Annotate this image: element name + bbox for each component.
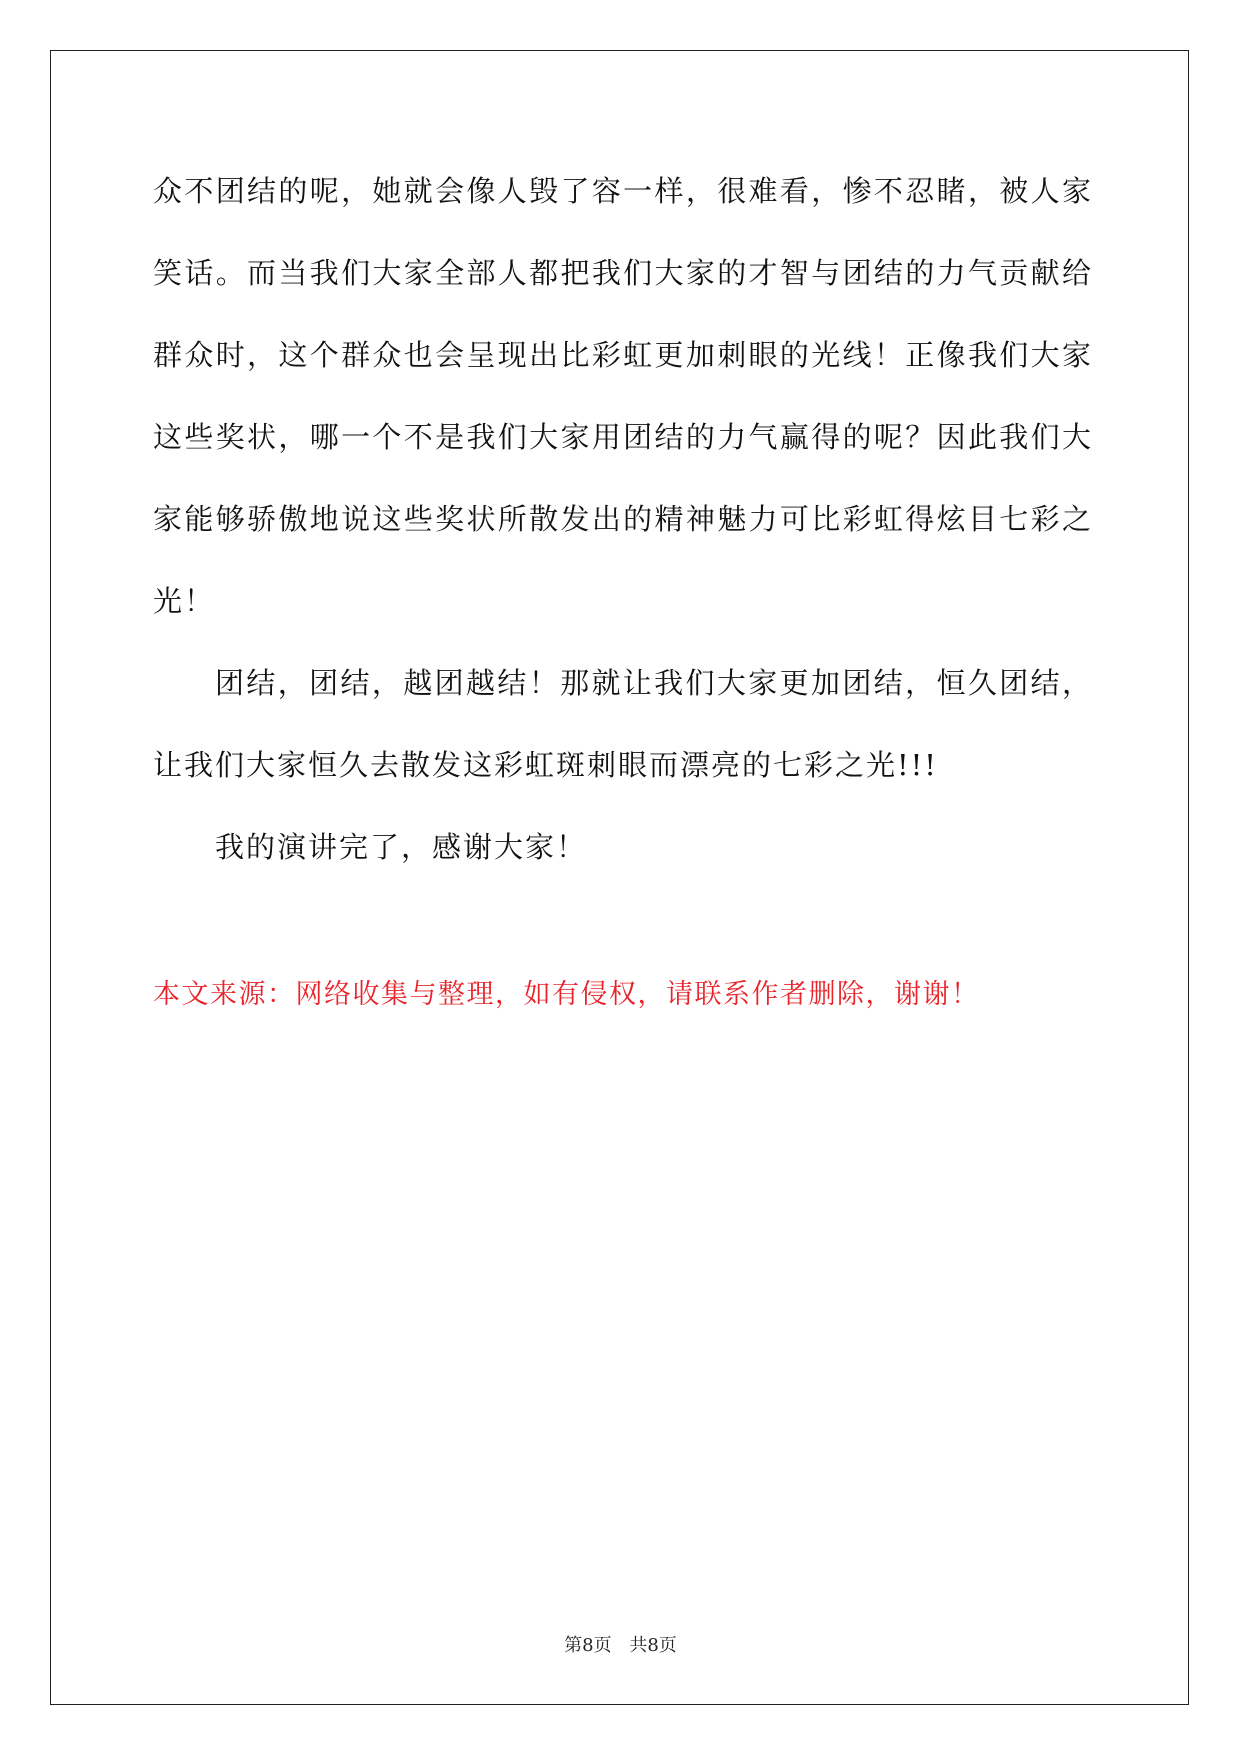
paragraph-1: 众不团结的呢，她就会像人毁了容一样，很难看，惨不忍睹，被人家笑话。而当我们大家全部人都把我们大家的才智与团结的力气贡献给群众时，这个群众也会呈现出比彩虹更加刺眼的光线！正像我们大家这些奖状，哪一个不是我们大家用团结的力气赢得的呢？因此我们大家能够骄傲地说这些奖状所散发出的精神魅力可比彩虹得炫目七彩之光！ bbox=[153, 174, 1093, 618]
current-page-number: 第8页 bbox=[564, 1635, 612, 1656]
paragraph-2: 团结，团结，越团越结！那就让我们大家更加团结，恒久团结，让我们大家恒久去散发这彩虹斑刺眼而漂亮的七彩之光!!! bbox=[153, 666, 1093, 782]
total-pages: 共8页 bbox=[629, 1635, 677, 1656]
page-footer bbox=[0, 1631, 1241, 1657]
source-note: 本文来源：网络收集与整理，如有侵权，请联系作者删除，谢谢！ bbox=[153, 979, 980, 1010]
paragraph-3: 我的演讲完了，感谢大家！ bbox=[215, 830, 588, 864]
document-body bbox=[153, 150, 1093, 888]
